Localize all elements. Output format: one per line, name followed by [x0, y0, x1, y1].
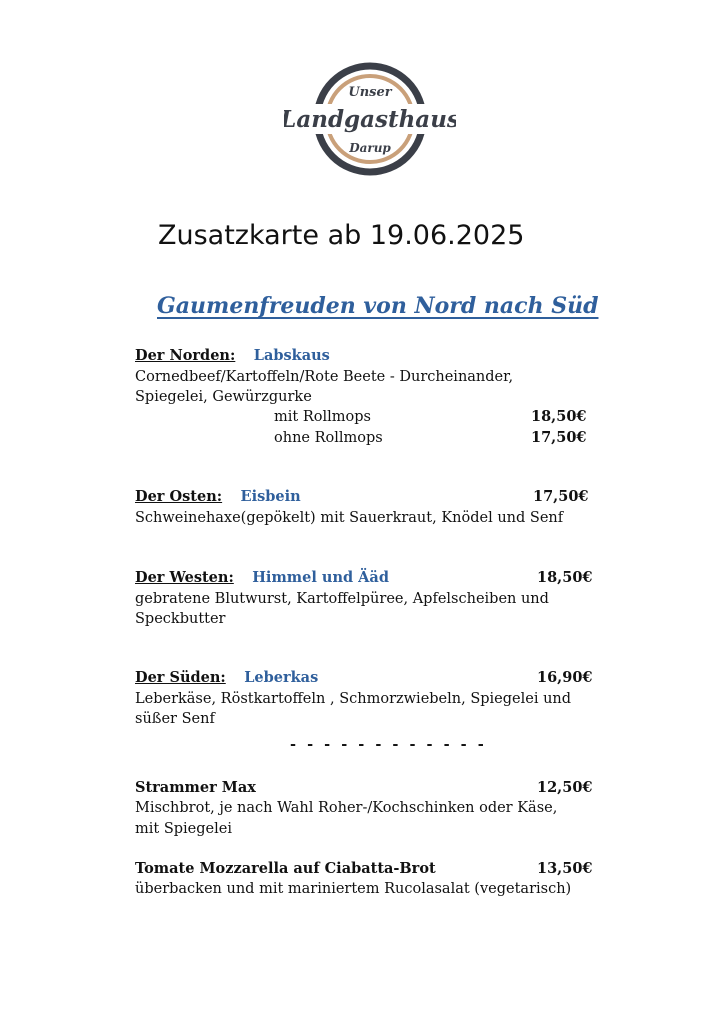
dish-description: Spiegelei, Gewürzgurke	[135, 389, 312, 405]
dish-name: Leberkas	[244, 669, 319, 686]
price: 13,50€	[537, 860, 593, 877]
dish-description: Leberkäse, Röstkartoffeln , Schmorzwiebeln, Spiegelei und	[135, 691, 572, 707]
dish-name: Strammer Max	[135, 779, 256, 796]
price: 12,50€	[537, 779, 593, 796]
dish-description: Schweinehaxe(gepökelt) mit Sauerkraut, Knödel und Senf	[135, 510, 564, 526]
price: 18,50€	[537, 569, 593, 586]
price: 17,50€	[533, 488, 589, 505]
logo-text-main: Landgasthaus	[284, 106, 456, 133]
option-label: ohne Rollmops	[274, 430, 383, 446]
dish-description: Cornedbeef/Kartoffeln/Rote Beete - Durcheinander,	[135, 369, 514, 385]
dish-name: Labskaus	[253, 347, 330, 364]
price: 16,90€	[537, 669, 593, 686]
menu-item-osten	[135, 487, 301, 507]
menu-subtitle: Gaumenfreuden von Nord nach Süd	[157, 293, 599, 319]
dish-description: überbacken und mit mariniertem Rucolasalat (vegetarisch)	[135, 881, 572, 897]
dish-name: Himmel und Ääd	[252, 569, 389, 586]
menu-item-norden	[135, 346, 330, 366]
option-label: mit Rollmops	[274, 409, 371, 425]
logo-text-bottom: Darup	[349, 141, 391, 155]
menu-item-tomate-mozzarella	[135, 859, 436, 879]
price: 18,50€	[531, 408, 587, 425]
dish-description: gebratene Blutwurst, Kartoffelpüree, Apfelscheiben und	[135, 591, 549, 607]
menu-item-westen	[135, 568, 389, 588]
restaurant-logo	[284, 60, 456, 178]
page-title: Zusatzkarte ab 19.06.2025	[158, 220, 525, 251]
region-label: Der Westen:	[135, 569, 234, 586]
menu-item-sueden	[135, 668, 318, 688]
dish-description: mit Spiegelei	[135, 821, 232, 837]
section-separator: - - - - - - - - - - - -	[290, 736, 487, 753]
region-label: Der Norden:	[135, 347, 236, 364]
region-label: Der Osten:	[135, 488, 223, 505]
logo-text-top: Unser	[348, 85, 392, 100]
region-label: Der Süden:	[135, 669, 226, 686]
dish-description: Speckbutter	[135, 611, 226, 627]
price: 17,50€	[531, 429, 587, 446]
dish-name: Tomate Mozzarella auf Ciabatta-Brot	[135, 860, 436, 877]
dish-description: süßer Senf	[135, 711, 215, 727]
dish-name: Eisbein	[240, 488, 301, 505]
dish-description: Mischbrot, je nach Wahl Roher-/Kochschinken oder Käse,	[135, 800, 558, 816]
menu-item-strammer-max	[135, 778, 256, 798]
